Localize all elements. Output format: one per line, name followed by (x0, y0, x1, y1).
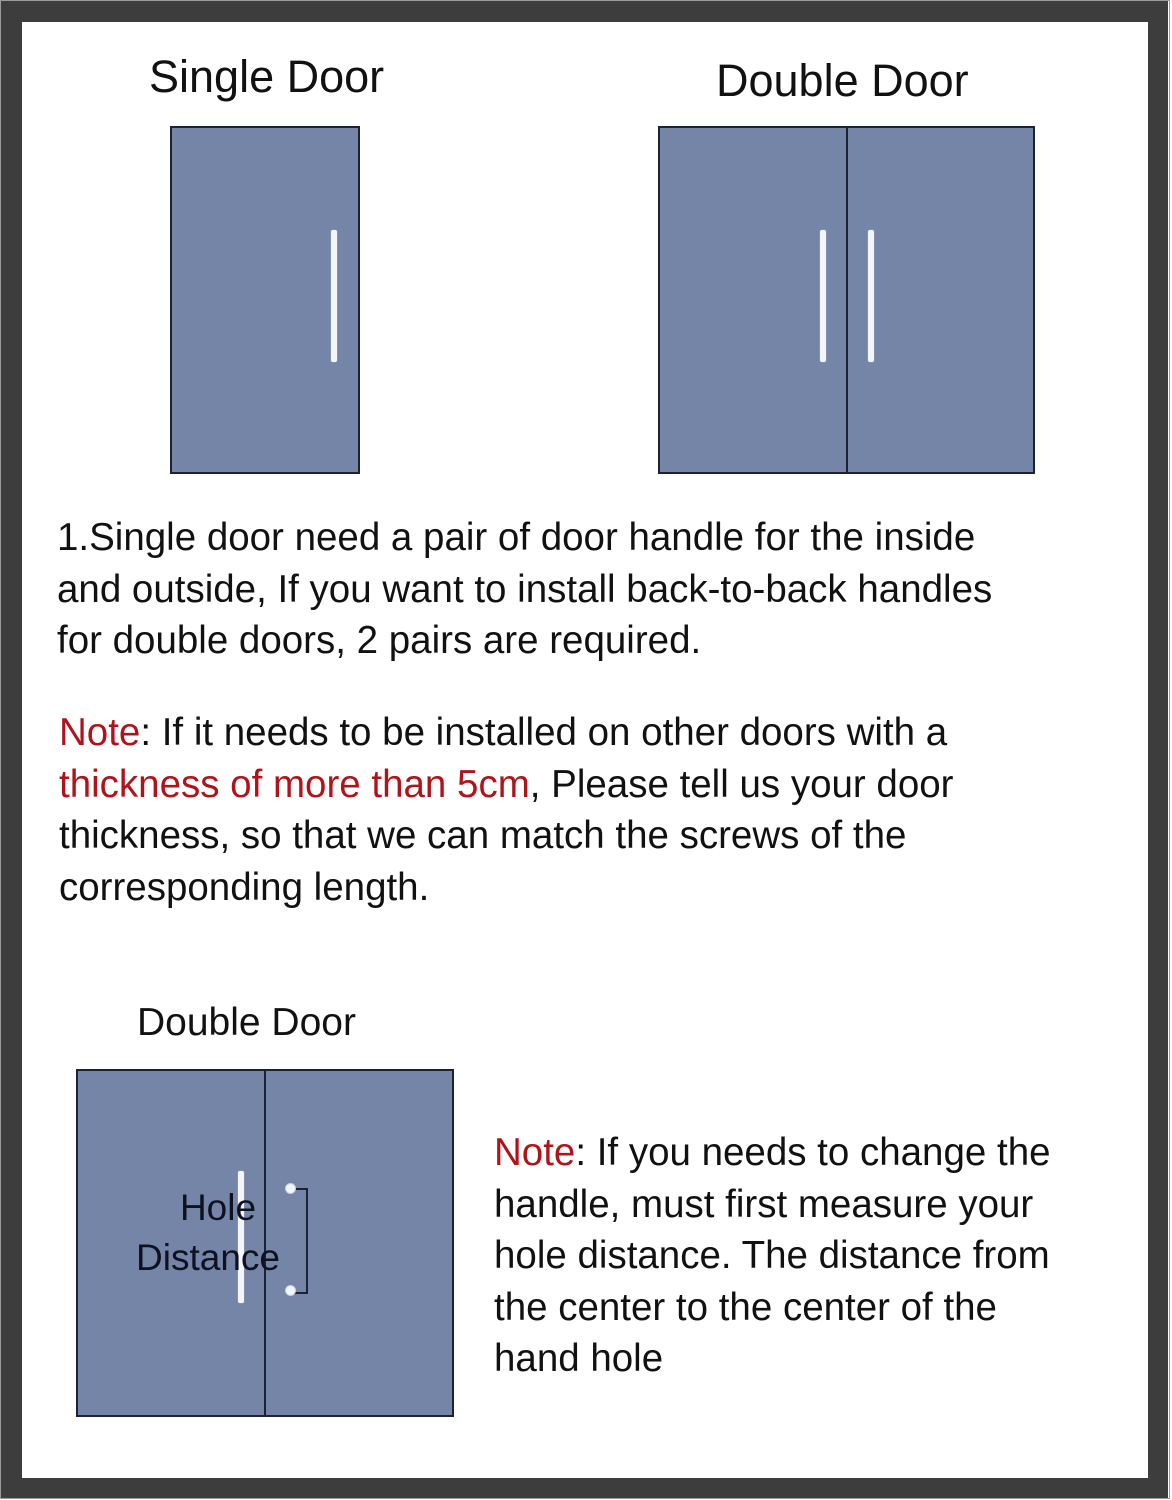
thickness-note (59, 707, 954, 913)
note-line: handle, must first measure your (494, 1182, 1034, 1226)
door-handle-icon (331, 230, 337, 362)
note-line: hole distance. The distance from (494, 1234, 1050, 1277)
instruction-paragraph (57, 512, 992, 667)
note-line: Note: If you needs to change the (494, 1131, 1051, 1174)
hole-distance-diagram (76, 1069, 454, 1417)
hole-dot-icon (285, 1285, 296, 1296)
note-line: thickness of more than 5cm, Please tell us your door (59, 762, 954, 806)
single-door-illustration (170, 126, 360, 474)
right-door-handle-icon (868, 230, 874, 362)
note-label: Note (59, 711, 141, 754)
note-line: thickness, so that we can match the screws of the (59, 814, 907, 857)
left-door-handle-icon (820, 230, 826, 362)
instruction-line: for double doors, 2 pairs are required. (57, 619, 702, 662)
single-door-title: Single Door (149, 51, 385, 102)
door-divider (846, 128, 848, 472)
note-line: corresponding length. (59, 865, 430, 909)
instruction-line: 1.Single door need a pair of door handle for the inside (57, 516, 976, 559)
double-door-illustration (658, 126, 1035, 474)
hole-distance-label: Hole Distance (136, 1187, 280, 1278)
hole-distance-note (494, 1127, 1051, 1385)
instruction-line: and outside, If you want to install back-to-back handles (57, 567, 993, 611)
note-line: hand hole (494, 1337, 664, 1380)
note-label: Note (494, 1131, 576, 1174)
thickness-highlight: thickness of more than 5cm (59, 762, 530, 806)
bottom-double-door-title: Double Door (137, 1001, 356, 1044)
note-line: the center to the center of the (494, 1285, 997, 1329)
double-door-title: Double Door (716, 55, 969, 106)
note-line: Note: If it needs to be installed on other doors with a (59, 711, 948, 754)
